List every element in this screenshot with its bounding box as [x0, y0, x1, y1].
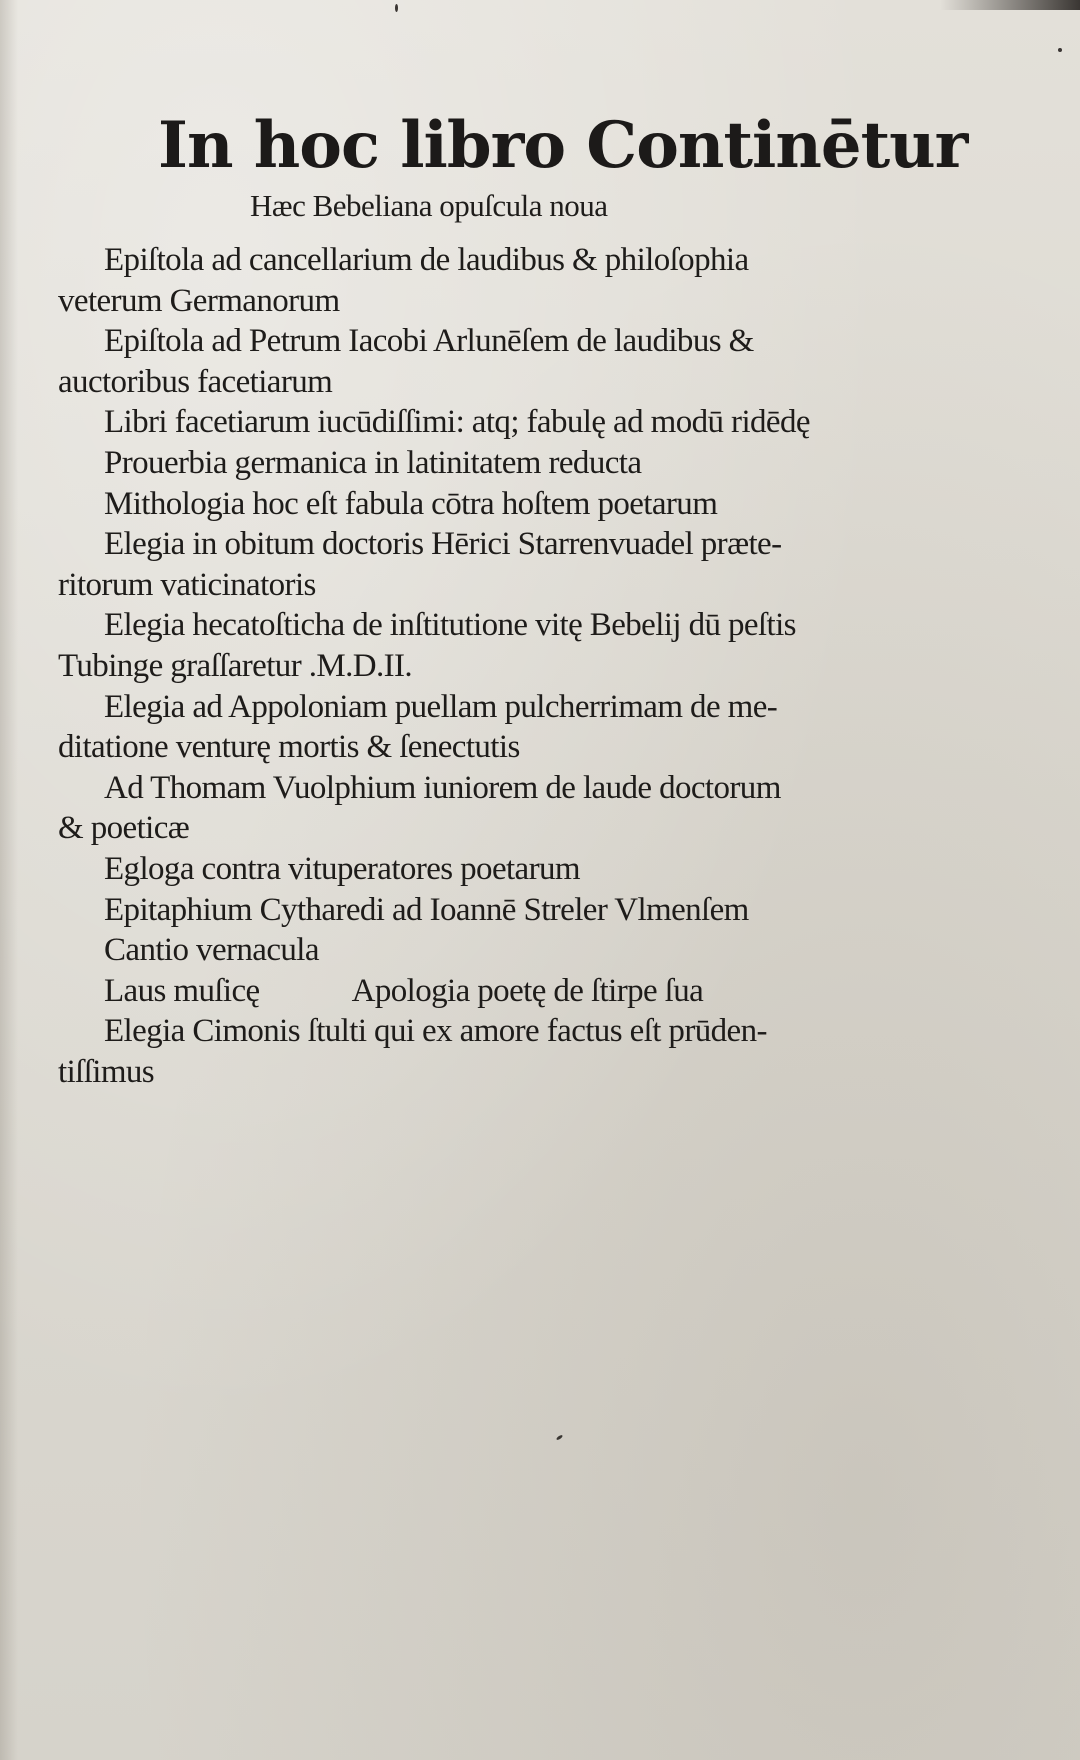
entry-line: Elegia Cimonis ſtulti qui ex amore factus eſt prūden- [104, 1013, 767, 1050]
entry-laus-musice: Laus muſicę [104, 972, 260, 1009]
entry-continuation: auctoribus facetiarum [58, 363, 333, 400]
page-subtitle: Hæc Bebeliana opuſcula noua [250, 188, 608, 223]
entry-continuation: ditatione venturę mortis & ſenectutis [58, 729, 520, 766]
entry-apologia: Apologia poetę de ſtirpe ſua [351, 972, 704, 1009]
ink-speck [1058, 48, 1062, 52]
entry-line-pair [58, 971, 898, 1012]
entry-line: Libri facetiarum iucūdiſſimi: atq; fabulę ad modū ridēdę [104, 404, 810, 441]
entry-line: Egloga contra vituperatores poetarum [104, 850, 580, 887]
entry-line: Elegia hecatoſticha de inſtitutione vitę Bebelij dū peſtis [104, 607, 796, 644]
page-title: In hoc libro Continētur [158, 108, 968, 183]
entry-line: Ad Thomam Vuolphium iuniorem de laude doctorum [104, 769, 781, 806]
entry-line: Cantio vernacula [104, 932, 319, 969]
entry-continuation: ritorum vaticinatoris [58, 566, 316, 603]
entry-line: Elegia in obitum doctoris Hērici Starrenvuadel præte- [104, 526, 782, 563]
entry-line: Elegia ad Appoloniam puellam pulcherrimam de me- [104, 688, 778, 725]
entry-continuation: & poeticæ [58, 810, 190, 847]
entry-line: Epitaphium Cytharedi ad Ioannē Streler Vlmenſem [104, 891, 749, 928]
entry-line: Epiſtola ad cancellarium de laudibus & philoſophia [104, 242, 749, 278]
entry-continuation: tiſſimus [58, 1053, 155, 1090]
ink-speck [395, 4, 398, 12]
entry-continuation: veterum Germanorum [58, 282, 340, 319]
entry-line: Mithologia hoc eſt fabula cōtra hoſtem poetarum [104, 485, 718, 522]
page-edge-shadow [0, 0, 18, 1760]
page-corner-shadow [940, 0, 1080, 10]
entry-line: Epiſtola ad Petrum Iacobi Arlunēſem de laudibus & [104, 323, 754, 360]
ink-speck [556, 1434, 563, 1440]
table-of-contents [58, 240, 898, 1092]
entry-line: Prouerbia germanica in latinitatem reducta [104, 444, 642, 481]
entry-continuation: Tubinge graſſaretur .M.D.II. [58, 647, 413, 684]
